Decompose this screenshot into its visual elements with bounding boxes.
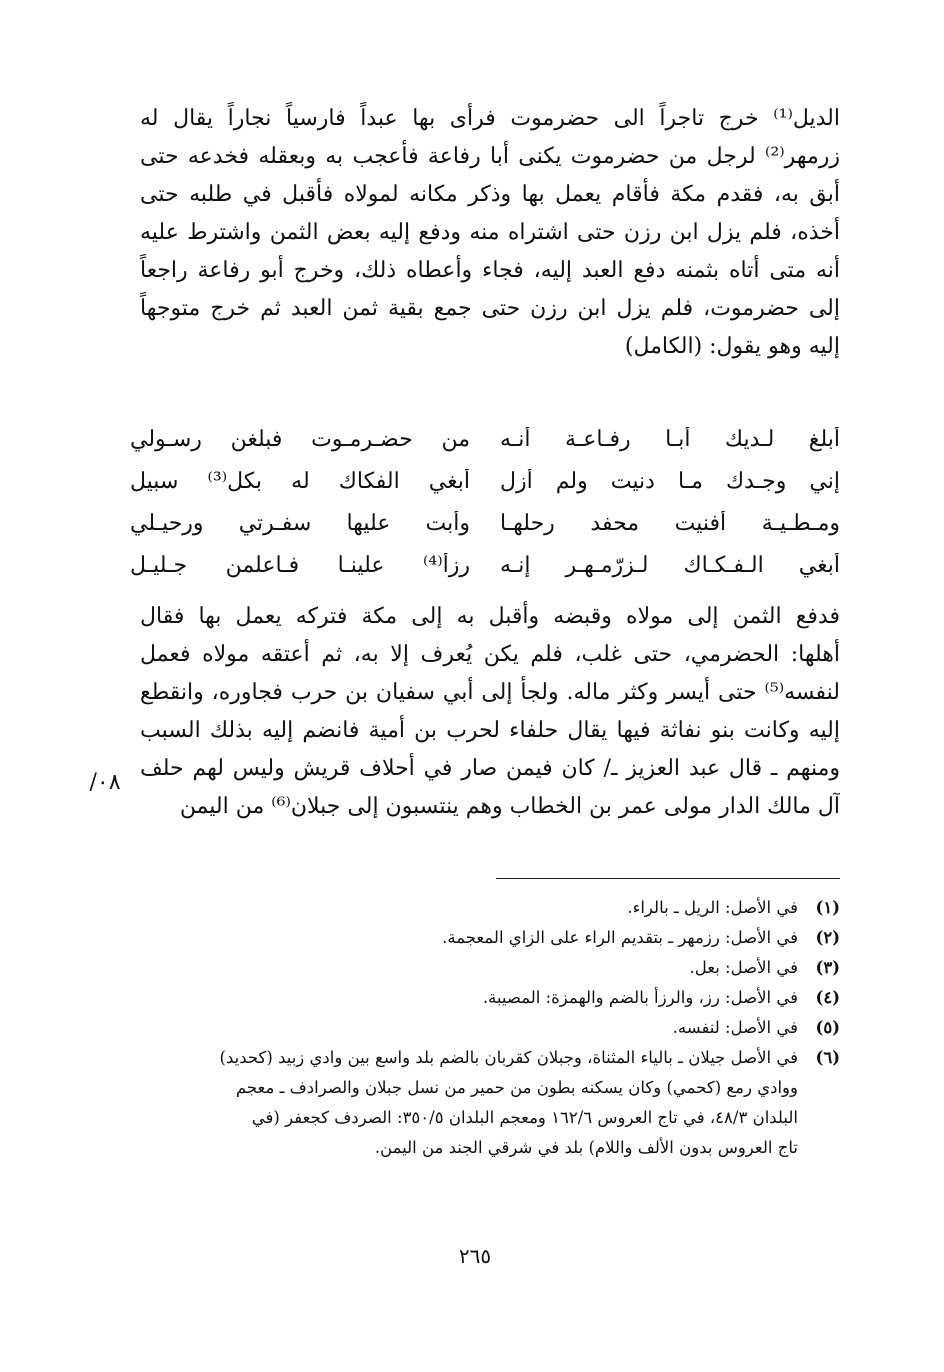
footnote-number: (٤) (815, 988, 840, 1007)
poem-second-hemistich: من حضـرمـوت فبلغن رسـولي (130, 426, 470, 452)
text-line: إليه وكانت بنو نفاثة فيها يقال حلفاء لحرب بن أمية فانضم إليه بذلك السبب (140, 718, 840, 743)
poem-verse (130, 460, 840, 502)
footnote-line: في الأصل: رز، والرزأ بالضم والهمزة: المصيبة. (482, 988, 798, 1007)
footnote-number: (٥) (815, 1018, 840, 1037)
poem-verse (130, 418, 840, 460)
footnote-line: ووادي رمع (كحمي) وكان يسكنه بطون من حمير من نسل جبلان والصرادف ـ معجم (235, 1078, 798, 1097)
footnotes (150, 893, 840, 1163)
footnote-line: في الأصل: لنفسه. (672, 1018, 798, 1037)
footnote-number: (٢) (815, 928, 840, 947)
poem-first-hemistich: أبلغ لـديك أبـا رفـاعـة أنـه (500, 426, 840, 452)
footnote-line: في الأصل: الريل ـ بالراء. (627, 898, 798, 917)
footnote-number: (١) (815, 898, 840, 917)
footnote-line: في الأصل: بعل. (689, 958, 798, 977)
text-line: إليه وهو يقول: (الكامل) (624, 334, 840, 359)
poem-verse (130, 544, 840, 586)
footnote-text (150, 1013, 798, 1043)
text-line: ومنهم ـ قال عبد العزيز ـ/ كان فيمن صار في أحلاف قريش وليس لهم حلف (140, 756, 840, 781)
text-line: أنه متى أتاه بثمنه دفع العبد إليه، فجاء وأعطاه ذلك، وخرج أبو رفاعة راجعاً (140, 258, 840, 283)
footnote-text (150, 1043, 798, 1163)
footnote-separator (496, 878, 840, 879)
poem-first-hemistich: ومـطـيـة أفنيت محفد رحلهـا (500, 510, 840, 536)
footnote-text (150, 893, 798, 923)
footnote-line: البلدان ٤٨/٣، في تاج العروس ١٦٢/٦ ومعجم البلدان ٣٥٠/٥: الصردف كجعفر (في (251, 1108, 798, 1127)
footnote (150, 953, 840, 983)
text-line: أخذه، فلم يزل ابن رزن حتى اشتراه منه ودفع إليه بعض الثمن واشترط عليه (140, 220, 840, 245)
text-line: الديل⁽¹⁾ خرج تاجراً الى حضرموت فرأى بها عبداً فارسياً نجاراً يقال له (140, 106, 840, 131)
poem-verse (130, 502, 840, 544)
footnote-line: في الأصل: رزمهر ـ بتقديم الراء على الزاي المعجمة. (442, 928, 798, 947)
text-line: أبق به، فقدم مكة فأقام يعمل بها وذكر مكانه لمولاه فأقبل في طلبه حتى (140, 182, 840, 207)
footnote-line: في الأصل جيلان ـ بالياء المثناة، وجبلان كقربان بالضم بلد واسع بين وادي زبيد (كحديد) (219, 1048, 798, 1067)
text-line: أهلها: الحضرمي، حتى غلب، فلم يكن يُعرف إلا به، ثم أعتقه مولاه فعمل (140, 642, 840, 667)
text-line: إلى حضرموت، فلم يزل ابن رزن حتى جمع بقية ثمن العبد ثم خرج متوجهاً (140, 296, 840, 321)
footnote (150, 983, 840, 1013)
poem-first-hemistich: إني وجـدك مـا دنيت ولم أزل (500, 468, 840, 494)
poem-second-hemistich: وأبت عليها سفـرتي ورحيـلي (130, 510, 470, 536)
footnote-text (150, 923, 798, 953)
text-line: زرمهر⁽²⁾ لرجل من حضرموت يكنى أبا رفاعة فأعجب به وبعقله فخدعه حتى (140, 144, 840, 169)
footnote-line: تاج العروس بدون الألف واللام) بلد في شرقي الجند من اليمن. (374, 1138, 798, 1157)
footnote (150, 1013, 840, 1043)
footnote (150, 923, 840, 953)
main-paragraph-1 (140, 100, 840, 366)
poem-block (130, 418, 840, 586)
footnote (150, 893, 840, 923)
poem-first-hemistich: أبغي الـفـكـاك لـزرّمـهـر إنـه (500, 552, 840, 578)
page-number: ٢٦٥ (458, 1244, 492, 1268)
text-line: لنفسه⁽⁵⁾ حتى أيسر وكثر ماله. ولجأ إلى أبي سفيان بن حرب فجاوره، وانقطع (140, 680, 840, 705)
manuscript-folio-marker: ٠٨/ (89, 770, 121, 795)
poem-second-hemistich: رزأ⁽⁴⁾ علينـا فـاعلمن جـليـل (130, 552, 470, 578)
footnote-number: (٣) (815, 958, 840, 977)
text-line: فدفع الثمن إلى مولاه وقبضه وأقبل به إلى مكة فتركه يعمل بها فقال (140, 604, 840, 629)
footnote-text (150, 983, 798, 1013)
footnote-text (150, 953, 798, 983)
poem-second-hemistich: أبغي الفكاك له بكل⁽³⁾ سبيل (130, 468, 470, 494)
main-paragraph-2 (140, 598, 840, 826)
text-line: آل مالك الدار مولى عمر بن الخطاب وهم ينتسبون إلى جبلان⁽⁶⁾ من اليمن (179, 794, 840, 819)
footnote (150, 1043, 840, 1163)
footnote-number: (٦) (815, 1048, 840, 1067)
